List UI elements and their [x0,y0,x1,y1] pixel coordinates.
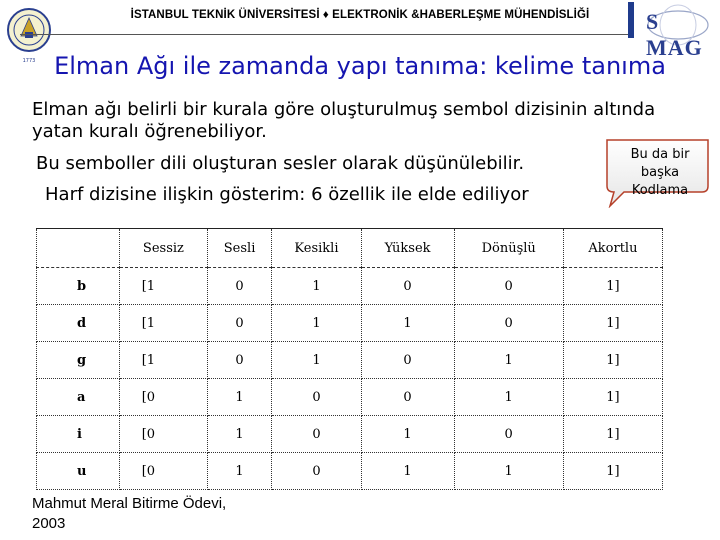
cell-value: 1] [563,268,662,305]
cell-value: 1 [272,305,361,342]
cell-value: [0 [120,379,208,416]
cell-value: 0 [361,379,454,416]
cell-value: 1 [361,416,454,453]
cell-value: 1 [272,342,361,379]
header-cell: Yüksek [361,229,454,268]
slide-title: Elman Ağı ile zamanda yapı tanıma: kelime tanıma [54,52,666,80]
cell-value: 0 [272,453,361,490]
header-cell [37,229,120,268]
cell-value: 0 [207,268,272,305]
cell-value: 1 [454,379,563,416]
header-accent-bar [628,2,634,38]
callout-line-2: başka [640,165,680,180]
header-cell: Dönüşlü [454,229,563,268]
cell-value: 1 [272,268,361,305]
table-row [37,342,663,379]
cell-value: 0 [272,416,361,453]
cell-value: 0 [207,305,272,342]
cell-value: 1] [563,416,662,453]
callout-line-1: Bu da bir [630,147,690,162]
smag-logo [638,3,718,60]
header-cell: Sesli [207,229,272,268]
cell-value: 0 [361,342,454,379]
row-letter: b [37,268,120,305]
cell-value: [0 [120,416,208,453]
cell-value: 0 [454,416,563,453]
cell-value: 1 [454,453,563,490]
cell-value: 1 [207,379,272,416]
footer-line-1: Mahmut Meral Bitirme Ödevi, [32,495,227,512]
cell-value: [0 [120,453,208,490]
cell-value: 1] [563,305,662,342]
cell-value: 1 [454,342,563,379]
cell-value: 1] [563,453,662,490]
body-line-3: Bu semboller dili oluşturan sesler olarak düşünülebilir. [36,153,525,174]
cell-value: 0 [272,379,361,416]
body-line-1: Elman ağı belirli bir kurala göre oluşturulmuş sembol dizisinin altında [32,99,656,120]
cell-value: [1 [120,305,208,342]
cell-value: [1 [120,268,208,305]
row-letter: i [37,416,120,453]
feature-table [36,228,663,490]
body-line-2: yatan kuralı öğrenebiliyor. [32,121,267,142]
header-cell: Sessiz [120,229,208,268]
header-divider [20,34,628,35]
row-letter: u [37,453,120,490]
cell-value: 0 [454,268,563,305]
cell-value: 0 [454,305,563,342]
header-institution: İSTANBUL TEKNİK ÜNİVERSİTESİ ♦ ELEKTRONİK &HABERLEŞME MÜHENDİSLİĞİ [130,9,590,21]
cell-value: 1] [563,379,662,416]
table-header-row [37,229,663,268]
cell-value: [1 [120,342,208,379]
callout-line-3: Kodlama [631,183,689,198]
svg-text:1773: 1773 [22,58,36,64]
smag-logo-text: S MAG [646,9,703,60]
cell-value: 1] [563,342,662,379]
cell-value: 1 [361,305,454,342]
cell-value: 0 [361,268,454,305]
body-line-4: Harf dizisine ilişkin gösterim: 6 özellik ile elde ediliyor [45,184,529,205]
table-row [37,416,663,453]
cell-value: 1 [207,416,272,453]
table-row [37,305,663,342]
table-row [37,453,663,490]
header-cell: Akortlu [563,229,662,268]
row-letter: d [37,305,120,342]
cell-value: 1 [361,453,454,490]
row-letter: g [37,342,120,379]
callout-box [604,136,712,208]
table-row [37,379,663,416]
cell-value: 0 [207,342,272,379]
row-letter: a [37,379,120,416]
table-row [37,268,663,305]
header-cell: Kesikli [272,229,361,268]
footer-line-2: 2003 [32,515,66,532]
footer-credit [32,494,226,534]
cell-value: 1 [207,453,272,490]
